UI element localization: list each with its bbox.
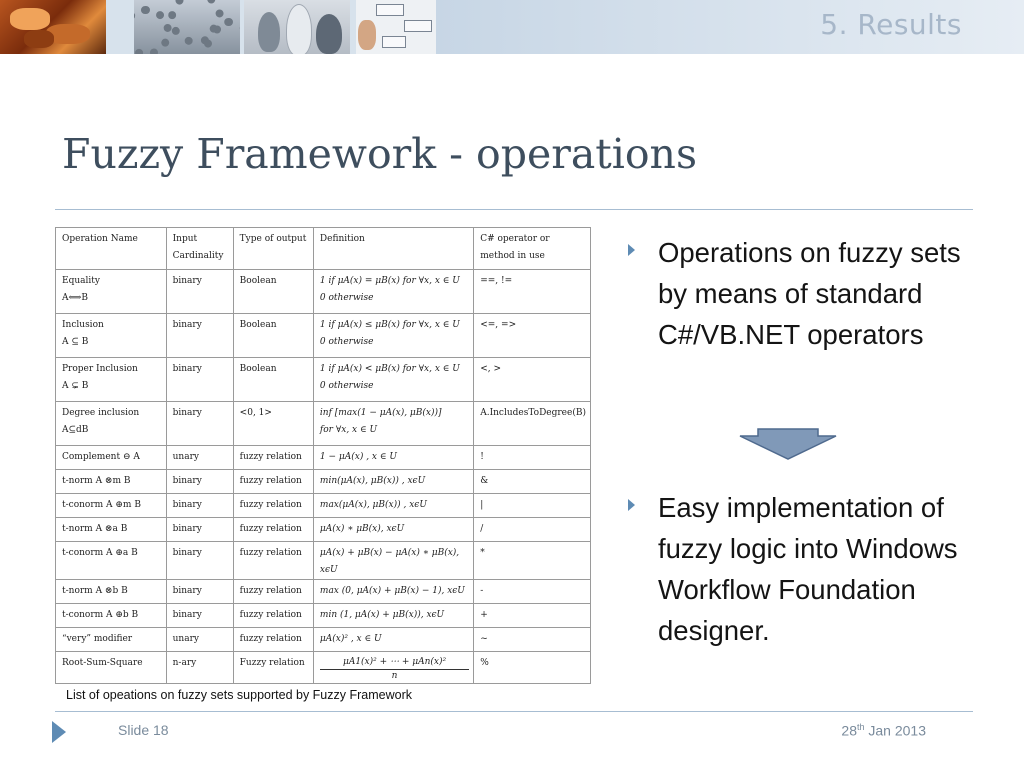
operator-cell: ~ xyxy=(474,628,591,652)
table-caption: List of opeations on fuzzy sets supported by Fuzzy Framework xyxy=(66,688,412,702)
table-row xyxy=(56,518,591,542)
slide-title: Fuzzy Framework - operations xyxy=(62,130,697,178)
people-photo xyxy=(244,0,350,54)
operator-cell: % xyxy=(474,652,591,684)
definition-cell: max (0, μA(x) + μB(x) − 1), xϵU xyxy=(313,580,473,604)
down-arrow-icon xyxy=(738,428,838,460)
operator-cell: & xyxy=(474,470,591,494)
operation-name-cell: t-norm A ⊗a B xyxy=(56,518,167,542)
operation-name-cell: Inclusion A ⊆ B xyxy=(56,314,167,358)
slide-number: Slide 18 xyxy=(118,722,169,738)
operator-cell: - xyxy=(474,580,591,604)
output-type-cell: fuzzy relation xyxy=(233,604,313,628)
input-cardinality-cell: unary xyxy=(166,628,233,652)
column-header: Input Cardinality xyxy=(166,228,233,270)
definition-cell: μA(x) + μB(x) − μA(x) ∗ μB(x), xϵU xyxy=(313,542,473,580)
definition-cell: μA(x) ∗ μB(x), xϵU xyxy=(313,518,473,542)
operation-name-cell: “very” modifier xyxy=(56,628,167,652)
column-header: C# operator or method in use xyxy=(474,228,591,270)
table-row xyxy=(56,402,591,446)
operation-name-cell: Complement ⊖ A xyxy=(56,446,167,470)
input-cardinality-cell: binary xyxy=(166,402,233,446)
table-row xyxy=(56,358,591,402)
operation-name-cell: Equality A⟺B xyxy=(56,270,167,314)
slide-date: 28th Jan 2013 xyxy=(841,722,926,739)
operation-name-cell: t-conorm A ⊕m B xyxy=(56,494,167,518)
definition-cell: inf [max(1 − μA(x), μB(x))] for ∀x, x ∈ U xyxy=(313,402,473,446)
output-type-cell: fuzzy relation xyxy=(233,446,313,470)
operator-cell: + xyxy=(474,604,591,628)
input-cardinality-cell: binary xyxy=(166,358,233,402)
output-type-cell: fuzzy relation xyxy=(233,470,313,494)
input-cardinality-cell: n-ary xyxy=(166,652,233,684)
operator-cell: <, > xyxy=(474,358,591,402)
definition-cell: 1 − μA(x) , x ∈ U xyxy=(313,446,473,470)
table-row xyxy=(56,652,591,684)
operation-name-cell: Proper Inclusion A ⊊ B xyxy=(56,358,167,402)
definition-cell: 1 if μA(x) ≤ μB(x) for ∀x, x ∈ U 0 otherwise xyxy=(313,314,473,358)
column-header: Definition xyxy=(313,228,473,270)
operation-name-cell: t-conorm A ⊕a B xyxy=(56,542,167,580)
table-row xyxy=(56,494,591,518)
operation-name-cell: Root-Sum-Square xyxy=(56,652,167,684)
operator-cell: A.IncludesToDegree(B) xyxy=(474,402,591,446)
input-cardinality-cell: binary xyxy=(166,580,233,604)
input-cardinality-cell: binary xyxy=(166,470,233,494)
table-row xyxy=(56,542,591,580)
table-row xyxy=(56,314,591,358)
table-row xyxy=(56,580,591,604)
output-type-cell: fuzzy relation xyxy=(233,628,313,652)
definition-cell: min(μA(x), μB(x)) , xϵU xyxy=(313,470,473,494)
operator-cell: ! xyxy=(474,446,591,470)
flowchart-photo xyxy=(356,0,436,54)
output-type-cell: fuzzy relation xyxy=(233,580,313,604)
operation-name-cell: t-norm A ⊗m B xyxy=(56,470,167,494)
input-cardinality-cell: binary xyxy=(166,270,233,314)
bullet-item xyxy=(628,232,978,355)
bullet-arrow-icon xyxy=(628,244,635,256)
definition-cell: 1 if μA(x) = μB(x) for ∀x, x ∈ U 0 otherwise xyxy=(313,270,473,314)
output-type-cell: fuzzy relation xyxy=(233,494,313,518)
output-type-cell: Boolean xyxy=(233,314,313,358)
operations-table xyxy=(55,227,591,684)
operation-name-cell: Degree inclusion A⊆dB xyxy=(56,402,167,446)
operation-name-cell: t-norm A ⊗b B xyxy=(56,580,167,604)
output-type-cell: Boolean xyxy=(233,358,313,402)
operator-cell: <=, => xyxy=(474,314,591,358)
column-header: Operation Name xyxy=(56,228,167,270)
bullet-text: Easy implementation of fuzzy logic into Windows Workflow Foundation designer. xyxy=(658,492,958,646)
definition-cell: μA1(x)² + ⋯ + μAn(x)² n xyxy=(313,652,473,684)
bullet-arrow-icon xyxy=(628,499,635,511)
input-cardinality-cell: binary xyxy=(166,314,233,358)
hands-photo xyxy=(0,0,106,54)
column-header: Type of output xyxy=(233,228,313,270)
definition-cell: min (1, μA(x) + μB(x)), xϵU xyxy=(313,604,473,628)
operator-cell: / xyxy=(474,518,591,542)
input-cardinality-cell: binary xyxy=(166,604,233,628)
table-row xyxy=(56,470,591,494)
input-cardinality-cell: binary xyxy=(166,518,233,542)
output-type-cell: Boolean xyxy=(233,270,313,314)
input-cardinality-cell: binary xyxy=(166,494,233,518)
input-cardinality-cell: unary xyxy=(166,446,233,470)
section-title: 5. Results xyxy=(820,8,962,41)
gears-photo xyxy=(134,0,240,54)
output-type-cell: fuzzy relation xyxy=(233,542,313,580)
table-row xyxy=(56,628,591,652)
operation-name-cell: t-conorm A ⊕b B xyxy=(56,604,167,628)
output-type-cell: fuzzy relation xyxy=(233,518,313,542)
footer-arrow-icon xyxy=(52,721,66,743)
input-cardinality-cell: binary xyxy=(166,542,233,580)
table-row xyxy=(56,446,591,470)
footer-divider xyxy=(55,711,973,712)
definition-cell: μA(x)² , x ∈ U xyxy=(313,628,473,652)
definition-cell: max(μA(x), μB(x)) , xϵU xyxy=(313,494,473,518)
table-row xyxy=(56,270,591,314)
output-type-cell: <0, 1> xyxy=(233,402,313,446)
operator-cell: * xyxy=(474,542,591,580)
bullet-item xyxy=(628,487,978,651)
operator-cell: | xyxy=(474,494,591,518)
bullet-text: Operations on fuzzy sets by means of standard C#/VB.NET operators xyxy=(658,237,961,350)
title-divider xyxy=(55,209,973,210)
definition-cell: 1 if μA(x) < μB(x) for ∀x, x ∈ U 0 otherwise xyxy=(313,358,473,402)
table-row xyxy=(56,604,591,628)
output-type-cell: Fuzzy relation xyxy=(233,652,313,684)
operator-cell: ==, != xyxy=(474,270,591,314)
